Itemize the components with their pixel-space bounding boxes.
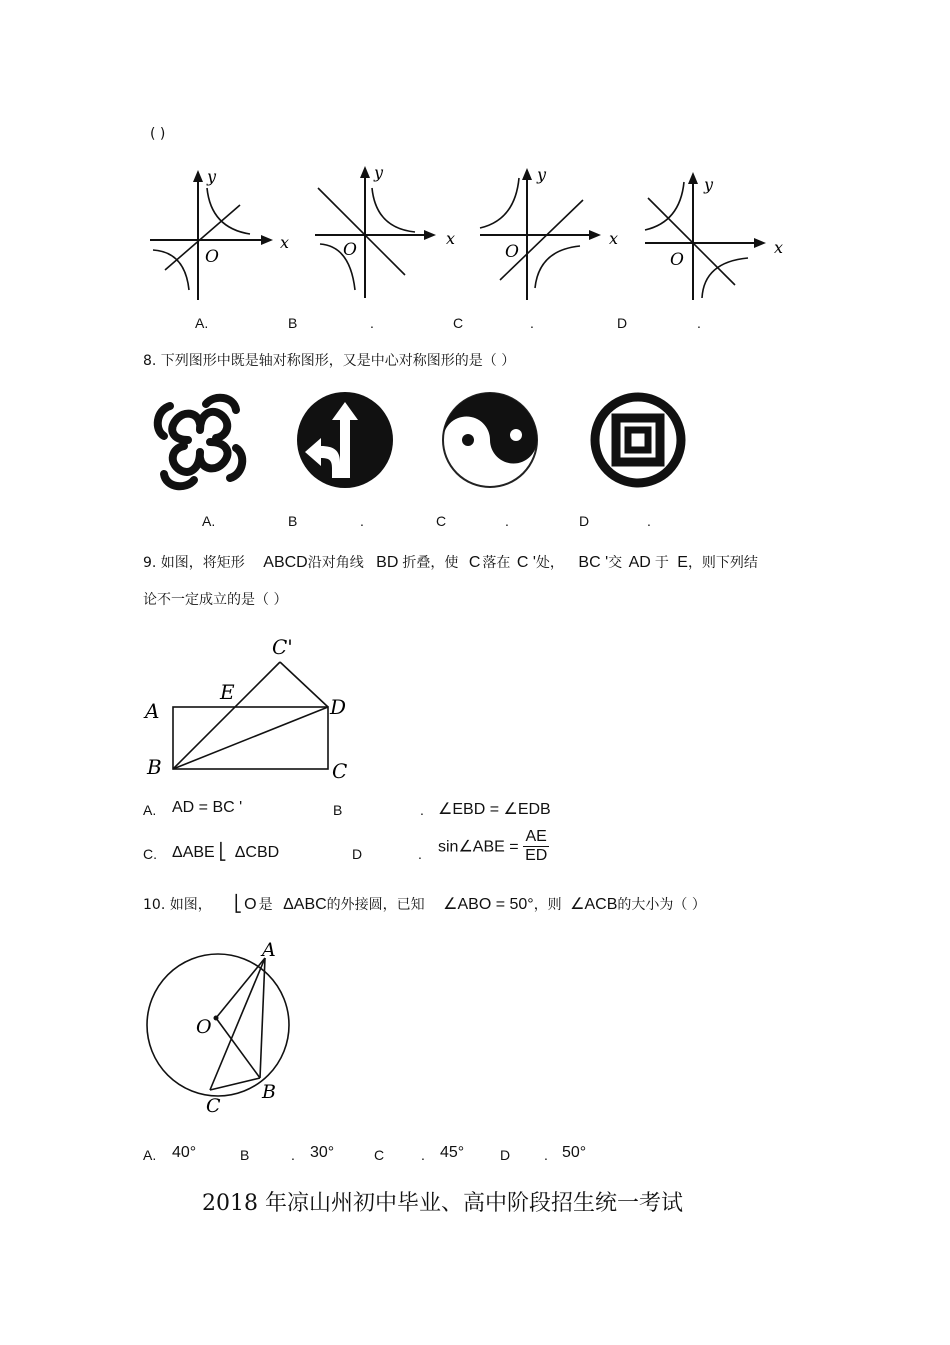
q10-option-a-label: A. [143, 1147, 157, 1163]
q8-option-b-dot: . [360, 513, 364, 529]
q8-figure-a [148, 390, 252, 494]
axis-x-label: x [774, 238, 784, 257]
q7-option-c: C [453, 315, 464, 331]
q9-figure [140, 630, 370, 790]
q8-option-c: C [436, 513, 447, 529]
q8-figure-c [440, 390, 544, 494]
q8-option-c-dot: . [505, 513, 509, 529]
q9-option-d: sin∠ABE = $\frac{AE}{ED}$ [438, 828, 548, 864]
q8-option-b: B [288, 513, 298, 529]
label-c: C [332, 759, 348, 783]
label-e: E [220, 680, 235, 704]
label-d: D [330, 695, 347, 719]
q7-answer-paren: ( ) [150, 126, 166, 142]
q9-stem-line2: 论不一定成立的是（ ） [143, 592, 288, 608]
origin-label: O [205, 247, 219, 267]
label-o: O [196, 1016, 212, 1038]
q7-graph-d [640, 160, 790, 310]
q10-option-c: 45° [440, 1144, 465, 1161]
q7-graph-b [310, 160, 460, 310]
label-c-prime: C' [272, 635, 293, 659]
q10-option-b-dot: . [291, 1147, 295, 1163]
q7-option-b: B [288, 315, 298, 331]
q9-option-b-dot: . [420, 802, 424, 818]
label-b: B [147, 755, 162, 779]
q10-option-c-dot: . [421, 1147, 425, 1163]
origin-label: O [505, 242, 519, 262]
q7-option-a: A. [195, 315, 209, 331]
q9-option-d-label: D [352, 846, 363, 862]
axis-x-label: x [280, 233, 290, 252]
label-a: A [262, 939, 276, 961]
q9-option-c: ΔABE ⎣ ΔCBD [172, 844, 280, 861]
q7-option-c-dot: . [530, 315, 534, 331]
q7-graph-c [475, 160, 625, 310]
q10-figure [140, 940, 310, 1120]
origin-label: O [670, 250, 684, 270]
label-a: A [145, 699, 160, 723]
q9-option-b-label: B [333, 802, 343, 818]
q8-figure-b [295, 390, 399, 494]
label-b: B [262, 1081, 276, 1103]
axis-y-label: y [374, 163, 384, 182]
q10-option-d-dot: . [544, 1147, 548, 1163]
q9-option-d-dot: . [418, 846, 422, 862]
q9-option-a-label: A. [143, 802, 157, 818]
q10-stem: 10. 如图， ⎣ O 是 ΔABC的外接圆，已知 ∠ABO = 50°，则 ∠ACB的大小为（ ） [143, 896, 706, 913]
axis-y-label: y [704, 175, 714, 194]
q7-option-d: D [617, 315, 628, 331]
axis-y-label: y [207, 167, 217, 186]
q10-option-d-label: D [500, 1147, 511, 1163]
exam-title: 2018 年凉山州初中毕业、高中阶段招生统一考试 [202, 1191, 683, 1216]
q7-graph-a [145, 160, 295, 310]
q10-option-b: 30° [310, 1144, 335, 1161]
q9-option-c-label: C. [143, 846, 157, 862]
axis-y-label: y [537, 165, 547, 184]
q8-option-d-dot: . [647, 513, 651, 529]
q10-option-d: 50° [562, 1144, 587, 1161]
q8-figure-d [588, 390, 692, 494]
q10-option-b-label: B [240, 1147, 250, 1163]
q7-option-b-dot: . [370, 315, 374, 331]
q7-option-d-dot: . [697, 315, 701, 331]
q8-option-a: A. [202, 513, 216, 529]
origin-label: O [343, 240, 357, 260]
axis-x-label: x [609, 229, 619, 248]
axis-x-label: x [446, 229, 456, 248]
q8-stem: 8. 下列图形中既是轴对称图形，又是中心对称图形的是（ ） [143, 353, 516, 369]
label-c: C [206, 1095, 221, 1117]
q9-option-a: AD = BC ' [172, 799, 243, 816]
q8-option-d: D [579, 513, 590, 529]
q9-stem-line1: 9. 如图，将矩形 ABCD沿对角线 BD 折叠，使 C 落在 C '处， BC '交 AD 于 E，则下列结 [143, 554, 758, 571]
q10-option-c-label: C [374, 1147, 385, 1163]
q9-option-b: ∠EBD = ∠EDB [438, 801, 551, 818]
q10-option-a: 40° [172, 1144, 197, 1161]
